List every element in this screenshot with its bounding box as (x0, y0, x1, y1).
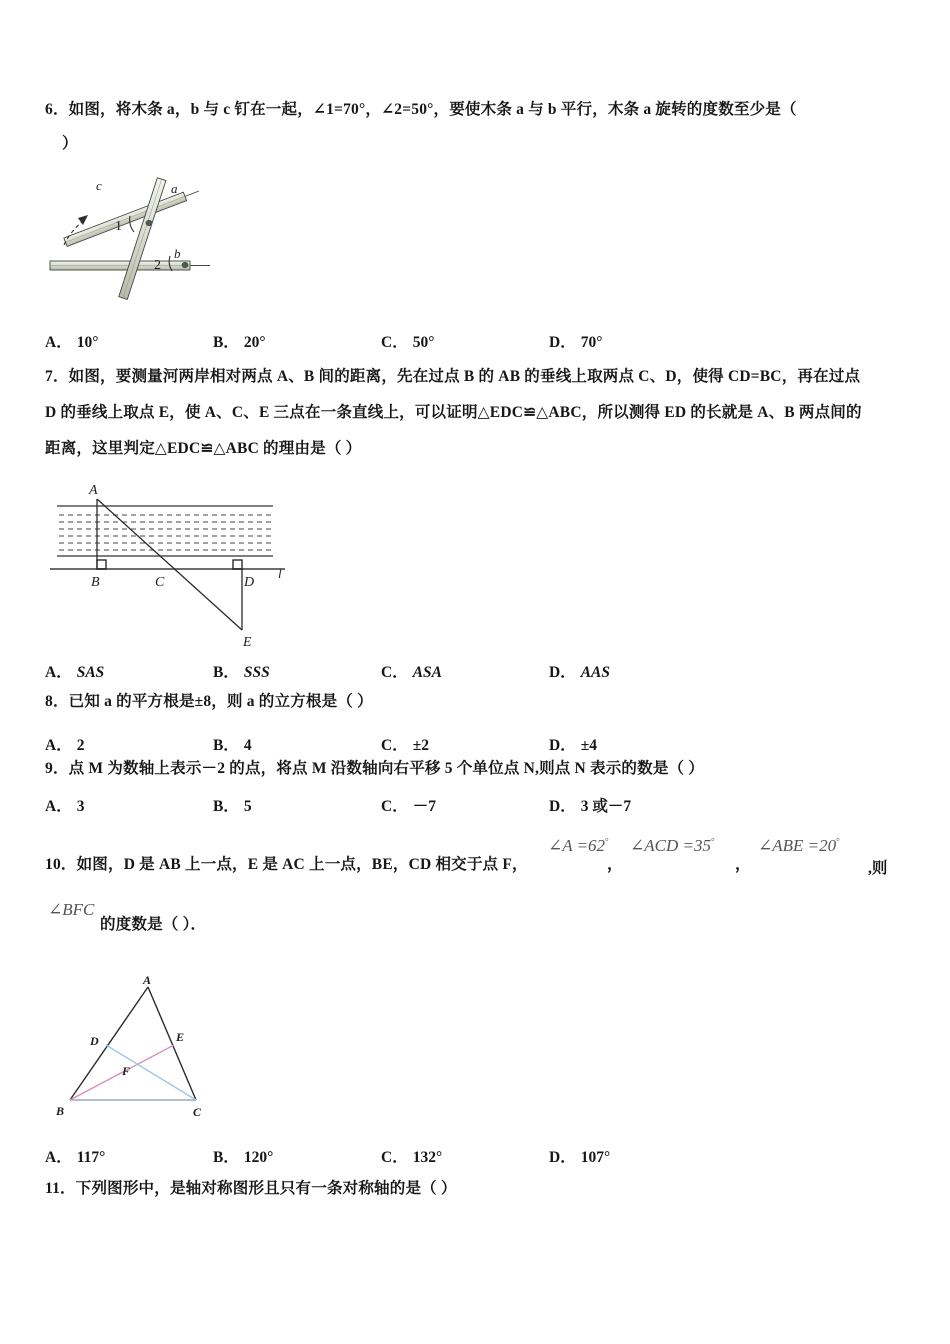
point-e-label: E (176, 1030, 185, 1044)
option-b-value: SSS (243, 664, 270, 681)
triangle-abc-figure (48, 975, 268, 1127)
option-a-value: 117° (76, 1149, 106, 1166)
question-11-line-1: 11．下列图形中，是轴对称图形且只有一条对称轴的是（ ） (45, 1180, 457, 1197)
option-d-label: D． (549, 1149, 576, 1166)
stick-b-label: b (174, 246, 181, 261)
option-d-label: D． (549, 798, 576, 815)
point-f-label: F (122, 1064, 131, 1078)
option-b[interactable] (213, 1145, 273, 1167)
question-9-line-1: 9．点 M 为数轴上表示－2 的点，将点 M 沿数轴向右平移 5 个单位点 N,则点 N 表示的数是（ ） (45, 760, 704, 777)
option-a-label: A． (45, 664, 72, 681)
option-c-value: －7 (412, 798, 436, 815)
option-a-label: A． (45, 737, 72, 754)
math-angle-acd (630, 836, 715, 856)
option-d-label: D． (549, 664, 576, 681)
option-b-value: 20° (243, 334, 266, 351)
option-b-value: 120° (243, 1149, 274, 1166)
option-b[interactable] (213, 733, 252, 755)
question-6-line-1: 6．如图，将木条 a，b 与 c 钉在一起，∠1=70°，∠2=50°，要使木条 a 与 b 平行，木条 a 旋转的度数至少是（ (45, 101, 797, 118)
option-b[interactable] (213, 794, 252, 816)
vertex-c-label: C (193, 1105, 202, 1119)
option-b-label: B． (213, 334, 239, 351)
vertex-a-label: A (143, 975, 152, 987)
option-b-label: B． (213, 737, 239, 754)
math-separator-2: ， (735, 856, 751, 873)
option-d[interactable] (549, 330, 602, 352)
option-a-label: A． (45, 1149, 72, 1166)
angle-2-label: 2 (154, 258, 161, 273)
option-c-label: C． (381, 798, 408, 815)
point-c-label: C (155, 575, 165, 590)
stick-a-label: a (171, 181, 178, 196)
right-angle-d (233, 560, 242, 569)
option-a[interactable] (45, 330, 98, 352)
option-b-value: 4 (243, 737, 252, 754)
question-8-options (45, 733, 915, 755)
question-7-line-1: 7．如图，要测量河两岸相对两点 A、B 间的距离，先在过点 B 的 AB 的垂线上取两点 C、D，使得 CD=BC，再在过点 (45, 368, 861, 385)
math-angle-acd-expr: ∠ACD =35 (630, 836, 711, 855)
math-angle-acd-sup: ° (710, 836, 715, 847)
question-10-tail-text: 的度数是（ ）． (100, 916, 207, 933)
line-l-label: l (278, 566, 282, 581)
point-b-label: B (91, 575, 100, 590)
option-c[interactable] (381, 1145, 442, 1167)
nail-lower (182, 262, 189, 268)
wooden-sticks-figure (42, 168, 242, 308)
point-d-label: D (90, 1034, 99, 1048)
question-10-options (45, 1145, 915, 1167)
option-a[interactable] (45, 794, 84, 816)
option-d[interactable] (549, 733, 597, 755)
option-c-label: C． (381, 334, 408, 351)
math-angle-abe (758, 836, 840, 856)
math-angle-bfc-expr: ∠BFC (48, 900, 95, 919)
vertex-b-label: B (56, 1104, 65, 1118)
option-c[interactable] (381, 660, 442, 682)
question-8-line-1: 8．已知 a 的平方根是±8，则 a 的立方根是（ ） (45, 693, 373, 710)
question-9-options (45, 794, 915, 816)
option-c-value: 132° (412, 1149, 443, 1166)
river-water-hatching (59, 515, 271, 550)
option-d-value: 70° (580, 334, 603, 351)
option-a[interactable] (45, 733, 84, 755)
option-d-label: D． (549, 334, 576, 351)
question-7-options (45, 660, 915, 682)
question-7-line-3: 距离，这里判定△EDC≌△ABC 的理由是（ ） (45, 440, 362, 457)
option-c-label: C． (381, 1149, 408, 1166)
option-d-value: AAS (580, 664, 611, 681)
math-separator-3: ,则 (868, 860, 888, 877)
cevian-cd (106, 1045, 196, 1100)
option-d-value: 3 或－7 (580, 798, 632, 815)
option-a-value: SAS (76, 664, 105, 681)
point-a-label: A (89, 483, 98, 498)
nail-upper (146, 220, 153, 226)
option-c-label: C． (381, 664, 408, 681)
option-c-value: 50° (412, 334, 435, 351)
stick-c (119, 178, 166, 300)
option-d-label: D． (549, 737, 576, 754)
option-a-label: A． (45, 798, 72, 815)
math-angle-abe-sup: ° (836, 836, 840, 847)
math-angle-a-sup: ° (605, 836, 609, 847)
option-c[interactable] (381, 330, 434, 352)
option-a-value: 10° (76, 334, 99, 351)
option-a-value: 2 (76, 737, 85, 754)
option-b[interactable] (213, 330, 266, 352)
question-6-options (45, 330, 915, 352)
option-a-value: 3 (76, 798, 85, 815)
right-angle-b (97, 560, 106, 569)
math-angle-a-expr: ∠A =62 (548, 836, 606, 855)
angle-1-label: 1 (115, 219, 122, 234)
math-separator-1: ， (607, 856, 623, 873)
option-d[interactable] (549, 660, 610, 682)
option-a-label: A． (45, 334, 72, 351)
side-ac (148, 987, 196, 1100)
option-c[interactable] (381, 733, 429, 755)
option-b-label: B． (213, 798, 239, 815)
option-c-value: ASA (412, 664, 443, 681)
math-angle-a (548, 836, 609, 856)
option-b-label: B． (213, 1149, 239, 1166)
option-b[interactable] (213, 660, 270, 682)
option-d-value: ±4 (580, 737, 597, 754)
math-angle-abe-expr: ∠ABE =20 (758, 836, 837, 855)
math-angle-bfc (48, 900, 94, 920)
point-e-label: E (243, 635, 252, 649)
stick-c-label: c (96, 178, 102, 193)
river-distance-figure (45, 474, 330, 649)
option-c[interactable] (381, 794, 436, 816)
point-d-label: D (244, 575, 255, 590)
option-b-label: B． (213, 664, 239, 681)
option-d-value: 107° (580, 1149, 611, 1166)
option-c-label: C． (381, 737, 408, 754)
option-d[interactable] (549, 1145, 610, 1167)
option-a[interactable] (45, 660, 104, 682)
option-a[interactable] (45, 1145, 105, 1167)
question-10-stem: 10．如图，D 是 AB 上一点，E 是 AC 上一点，BE，CD 相交于点 F， (45, 856, 528, 873)
question-6-line-2: ） (62, 135, 78, 152)
option-b-value: 5 (243, 798, 252, 815)
option-d[interactable] (549, 794, 631, 816)
segment-ace (97, 499, 242, 630)
question-7-line-2: D 的垂线上取点 E，使 A、C、E 三点在一条直线上，可以证明△EDC≌△ABC，所以测得 ED 的长就是 A、B 两点间的 (45, 404, 862, 421)
side-ab (70, 987, 148, 1100)
option-c-value: ±2 (412, 737, 429, 754)
